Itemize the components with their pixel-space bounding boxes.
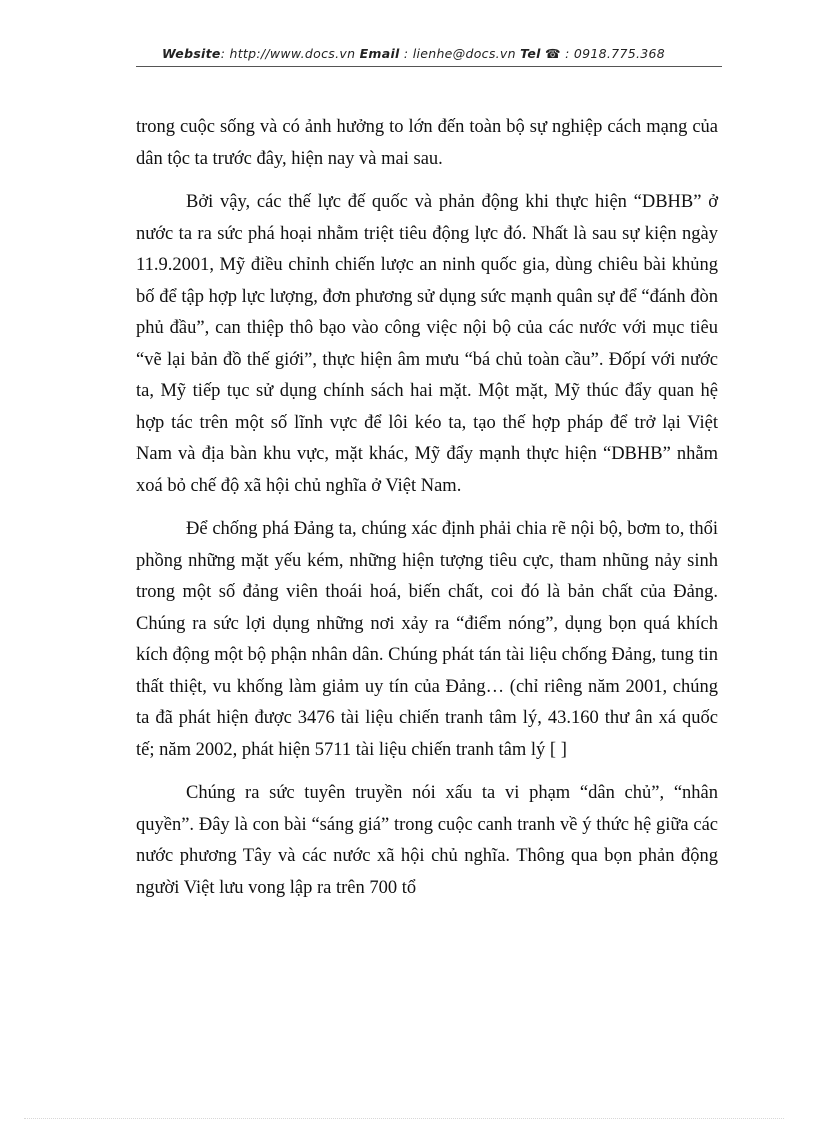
website-label: Website xyxy=(162,46,221,61)
paragraph-continuation: trong cuộc sống và có ảnh hưởng to lớn đến toàn bộ sự nghiệp cách mạng của dân tộc ta trước đây, hiện nay và mai sau. xyxy=(136,117,718,169)
tel-value: : 0918.775.368 xyxy=(560,46,665,61)
website-value: : http://www.docs.vn xyxy=(220,46,360,61)
paragraph-dbhb: Bởi vậy, các thế lực đế quốc và phản động khi thực hiện “DBHB” ở nước ta ra sức phá hoại nhằm triệt tiêu động lực đó. Nhất là sau sự kiện ngày 11.9.2001, Mỹ điều chỉnh chiến lược an ninh quốc gia, dùng chiêu bài khủng bố để tập hợp lực lượng, đơn phương sử dụng sức mạnh quân sự để “đánh đòn phủ đầu”, can thiệp thô bạo vào công việc nội bộ của các nước với mục tiêu “vẽ lại bản đồ thế giới”, thực hiện âm mưu “bá chủ toàn cầu”. Đốpí với nước ta, Mỹ tiếp tục sử dụng chính sách hai mặt. Một mặt, Mỹ thúc đẩy quan hệ hợp tác trên một số lĩnh vực để lôi kéo ta, tạo thế hợp pháp để trở lại Việt Nam và địa bàn khu vực, mặt khác, Mỹ đẩy mạnh thực hiện “DBHB” nhằm xoá bỏ chế độ xã hội chủ nghĩa ở Việt Nam. xyxy=(136,192,718,496)
footer-divider xyxy=(24,1118,784,1119)
email-value: : lienhe@docs.vn xyxy=(399,46,521,61)
paragraph-party: Để chống phá Đảng ta, chúng xác định phải chia rẽ nội bộ, bơm to, thổi phồng những mặt yếu kém, những hiện tượng tiêu cực, tham nhũng nảy sinh trong một số đảng viên thoái hoá, biến chất, coi đó là bản chất của Đảng. Chúng ra sức lợi dụng những nơi xảy ra “điểm nóng”, dụng bọn quá khích kích động một bộ phận nhân dân. Chúng phát tán tài liệu chống Đảng, tung tin thất thiệt, vu khống làm giảm uy tín của Đảng… (chỉ riêng năm 2001, chúng ta đã phát hiện được 3476 tài liệu chiến tranh tâm lý, 43.160 thư ân xá quốc tế; năm 2002, phát hiện 5711 tài liệu chiến tranh tâm lý [ ] xyxy=(136,519,718,760)
document-body xyxy=(136,112,718,916)
email-label: Email xyxy=(359,46,400,61)
header-divider xyxy=(136,66,722,67)
phone-icon: ☎ xyxy=(544,46,561,61)
tel-label: Tel xyxy=(520,46,541,61)
paragraph-human-rights: Chúng ra sức tuyên truyền nói xấu ta vi phạm “dân chủ”, “nhân quyền”. Đây là con bài “sáng giá” trong cuộc canh tranh về ý thức hệ giữa các nước phương Tây và các nước xã hội chủ nghĩa. Thông qua bọn phản động người Việt lưu vong lập ra trên 700 tổ xyxy=(136,783,718,898)
page-header xyxy=(162,46,665,61)
